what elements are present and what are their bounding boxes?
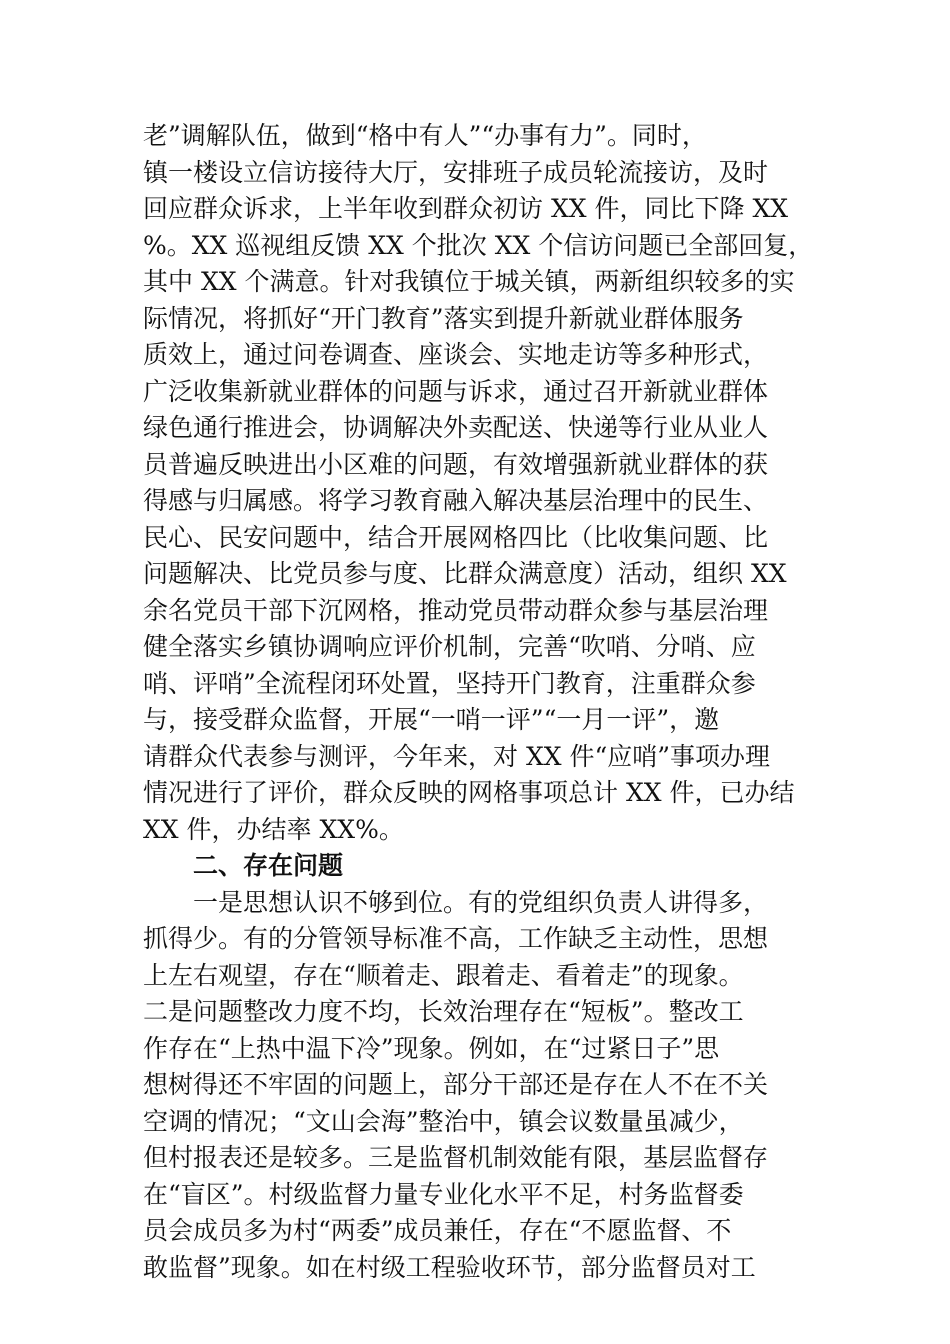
text-line: 老”调解队伍，做到“格中有人”“办事有力”。同时，	[143, 121, 707, 150]
text-line: 二是问题整改力度不均，长效治理存在“短板”。整改工	[143, 997, 744, 1026]
text-line: 质效上，通过问卷调查、座谈会、实地走访等多种形式，	[143, 340, 769, 369]
text-line: 但村报表还是较多。三是监督机制效能有限，基层监督存	[143, 1143, 769, 1172]
section-heading: 二、存在问题	[193, 851, 344, 880]
text-line: 一是思想认识不够到位。有的党组织负责人讲得多，	[193, 887, 769, 917]
text-line: 情况进行了评价，群众反映的网格事项总计 XX 件，已办结	[143, 778, 795, 807]
text-line: 上左右观望，存在“顺着走、跟着走、看着走”的现象。	[143, 960, 744, 990]
text-line: 问题解决、比党员参与度、比群众满意度）活动，组织 XX	[143, 559, 787, 588]
text-line: 员普遍反映进出小区难的问题，有效增强新就业群体的获	[143, 449, 769, 479]
text-line: 际情况，将抓好“开门教育”落实到提升新就业群体服务	[143, 303, 744, 333]
text-line: 作存在“上热中温下冷”现象。例如，在“过紧日子”思	[143, 1033, 720, 1063]
text-line: 得感与归属感。将学习教育融入解决基层治理中的民生、	[143, 486, 769, 515]
text-line: 民心、民安问题中，结合开展网格四比（比收集问题、比	[143, 522, 769, 552]
text-line: 其中 XX 个满意。针对我镇位于城关镇，两新组织较多的实	[143, 267, 795, 296]
document-body	[143, 118, 833, 1286]
text-line: 哨、评哨”全流程闭环处置，坚持开门教育，注重群众参	[143, 668, 756, 698]
text-line: 请群众代表参与测评，今年来，对 XX 件“应哨”事项办理	[143, 741, 771, 771]
text-line: 员会成员多为村“两委”成员兼任，存在“不愿监督、不	[143, 1216, 732, 1245]
text-line: 想树得还不牢固的问题上，部分干部还是存在人不在不关	[143, 1070, 769, 1099]
text-line: XX 件，办结率 XX%。	[143, 814, 404, 844]
text-line: 抓得少。有的分管领导标准不高，工作缺乏主动性，思想	[143, 924, 769, 953]
text-line: 镇一楼设立信访接待大厅，安排班子成员轮流接访，及时	[143, 157, 769, 187]
text-line: 与，接受群众监督，开展“一哨一评”“一月一评”，邀	[143, 705, 720, 734]
text-line: 健全落实乡镇协调响应评价机制，完善“吹哨、分哨、应	[143, 632, 756, 661]
text-line: 在“盲区”。村级监督力量专业化水平不足，村务监督委	[143, 1179, 744, 1209]
text-line: 余名党员干部下沉网格，推动党员带动群众参与基层治理	[143, 595, 769, 625]
text-line: 空调的情况；“文山会海”整治中，镇会议数量虽减少，	[143, 1106, 744, 1136]
text-line: 广泛收集新就业群体的问题与诉求，通过召开新就业群体	[143, 376, 769, 406]
text-line: %。XX 巡视组反馈 XX 个批次 XX 个信访问题已全部回复，	[143, 230, 814, 260]
text-line: 回应群众诉求，上半年收到群众初访 XX 件，同比下降 XX	[143, 194, 789, 223]
text-line: 敢监督”现象。如在村级工程验收环节，部分监督员对工	[143, 1252, 756, 1282]
text-line: 绿色通行推进会，协调解决外卖配送、快递等行业从业人	[143, 413, 769, 442]
